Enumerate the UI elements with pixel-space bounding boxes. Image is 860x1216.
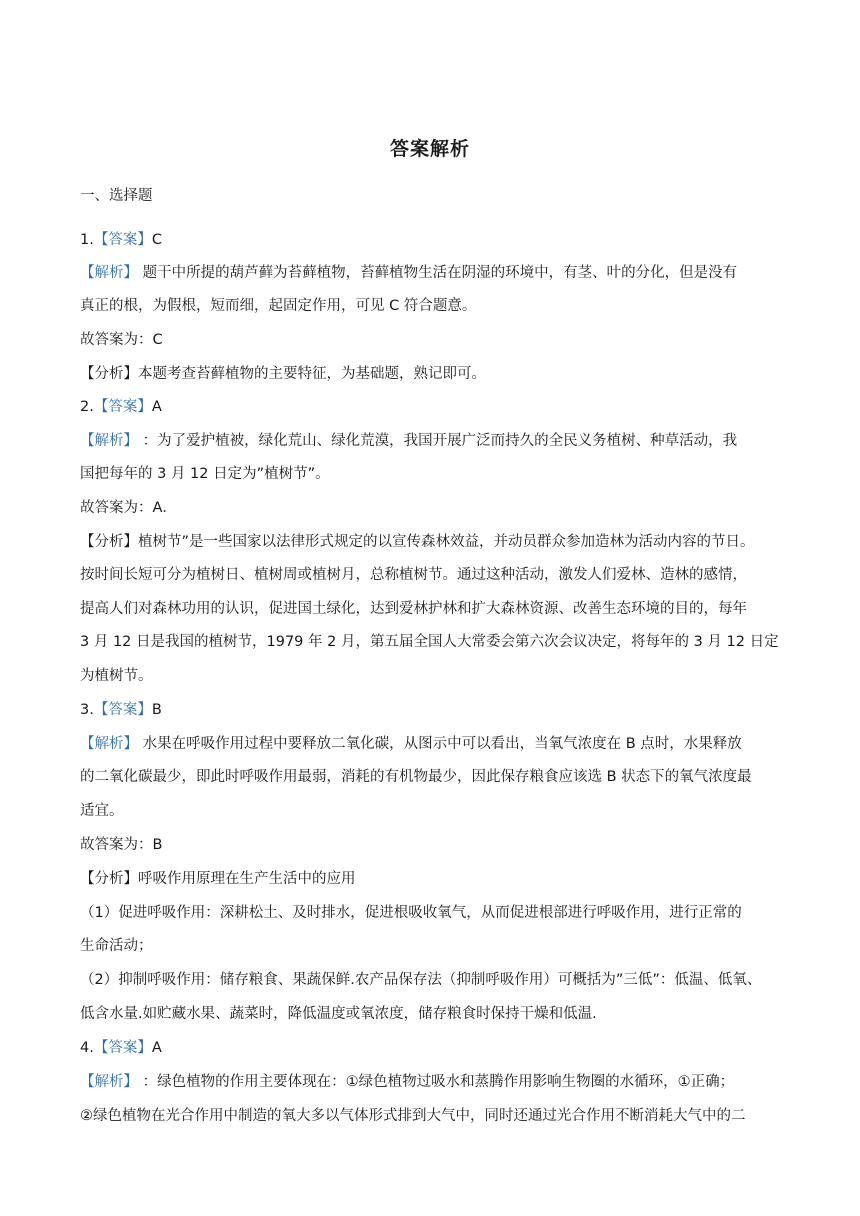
q2-remark-line-3: 提高人们对森林功用的认识，促进国土绿化，达到爱林护林和扩大森林资源、改善生态环境的目的，每年 xyxy=(80,601,747,617)
q1-remark-tag: 【分析】 xyxy=(80,366,138,382)
q3-remark-line xyxy=(80,869,780,889)
q3-final-answer: 故答案为：B xyxy=(80,837,163,853)
q1-remark-line xyxy=(80,364,780,384)
q2-remark-line-5: 为植树节。 xyxy=(80,668,153,684)
q1-analysis-line-1 xyxy=(80,263,780,283)
q2-final-answer: 故答案为：A． xyxy=(80,500,177,516)
q3-remark-text: 呼吸作用原理在生产生活中的应用 xyxy=(138,871,356,887)
q4-analysis-text-1: ：绿色植物的作用主要体现在：①绿色植物过吸水和蒸腾作用影响生物圈的水循环，①正确； xyxy=(142,1074,735,1090)
q1-answer-tag: 【答案】 xyxy=(93,232,152,248)
q1-answer-line xyxy=(80,230,780,250)
q1-number: 1. xyxy=(80,232,94,248)
q3-number: 3. xyxy=(80,702,94,718)
q1-answer-value: C xyxy=(151,232,162,248)
q3-answer-value: B xyxy=(151,702,162,718)
q3-extra-line-2: 生命活动； xyxy=(80,938,153,954)
q3-extra-line-3: （2）抑制呼吸作用：储存粮食、果蔬保鲜.农产品保存法（抑制呼吸作用）可概括为”三低”：低温、低氧、 xyxy=(80,972,762,988)
q3-analysis-line-2: 的二氧化碳最少，即此时呼吸作用最弱，消耗的有机物最少，因此保存粮食应该选 B 状态下的氧气浓度最 xyxy=(80,769,752,785)
q3-analysis-line-1 xyxy=(80,734,780,754)
q2-analysis-tag: 【解析】 xyxy=(80,433,138,449)
q3-extra-line-1: （1）促进呼吸作用：深耕松土、及时排水，促进根吸收氧气，从而促进根部进行呼吸作用，进行正常的 xyxy=(80,905,742,921)
q1-final-answer: 故答案为：C xyxy=(80,332,163,348)
q2-analysis-line-1 xyxy=(80,431,780,451)
q1-analysis-tag: 【解析】 xyxy=(80,265,138,281)
q1-analysis-text-1: 题干中所提的葫芦藓为苔藓植物，苔藓植物生活在阴湿的环境中，有茎、叶的分化，但是没有 xyxy=(142,265,738,281)
q3-answer-line xyxy=(80,700,780,720)
q2-remark-line-1 xyxy=(80,532,780,552)
q4-answer-value: A xyxy=(151,1040,162,1056)
q2-remark-line-4: 3 月 12 日是我国的植树节，1979 年 2 月，第五届全国人大常委会第六次会议决定，将每年的 3 月 12 日定 xyxy=(80,634,779,650)
q2-remark-line-2: 按时间长短可分为植树日、植树周或植树月，总称植树节。通过这种活动，激发人们爱林、造林的感情， xyxy=(80,567,747,583)
q2-remark-text-1: 植树节”是一些国家以法律形式规定的以宣传森林效益，并动员群众参加造林为活动内容的节日。 xyxy=(138,534,755,550)
page-title: 答案解析 xyxy=(389,138,470,160)
q4-number: 4. xyxy=(80,1040,94,1056)
q4-analysis-line-1 xyxy=(80,1072,780,1092)
q2-answer-line xyxy=(80,397,780,417)
q3-analysis-text-1: 水果在呼吸作用过程中要释放二氧化碳，从图示中可以看出，当氧气浓度在 B 点时，水果释放 xyxy=(142,736,742,752)
q2-number: 2. xyxy=(80,399,94,415)
q2-analysis-text-1: ：为了爱护植被，绿化荒山、绿化荒漠，我国开展广泛而持久的全民义务植树、种草活动，我 xyxy=(142,433,738,449)
q2-answer-value: A xyxy=(151,399,162,415)
q4-analysis-tag: 【解析】 xyxy=(80,1074,138,1090)
q2-remark-tag: 【分析】 xyxy=(80,534,138,550)
q3-extra-line-4: 低含水量.如贮藏水果、蔬菜时，降低温度或氧浓度，储存粮食时保持干燥和低温. xyxy=(80,1006,597,1022)
q1-analysis-line-2: 真正的根，为假根，短而细，起固定作用，可见 C 符合题意。 xyxy=(80,298,477,314)
q3-remark-tag: 【分析】 xyxy=(80,871,138,887)
q4-analysis-line-2: ②绿色植物在光合作用中制造的氧大多以气体形式排到大气中，同时还通过光合作用不断消耗大气中的二 xyxy=(80,1108,746,1124)
q1-remark-text: 本题考查苔藓植物的主要特征，为基础题，熟记即可。 xyxy=(138,366,486,382)
q3-analysis-line-3: 适宜。 xyxy=(80,803,124,819)
q2-analysis-line-2: 国把每年的 3 月 12 日定为”植树节”。 xyxy=(80,466,330,482)
q3-answer-tag: 【答案】 xyxy=(93,702,152,718)
q3-analysis-tag: 【解析】 xyxy=(80,736,138,752)
q2-answer-tag: 【答案】 xyxy=(93,399,152,415)
q4-answer-tag: 【答案】 xyxy=(93,1040,152,1056)
section-heading: 一、选择题 xyxy=(80,188,153,204)
q4-answer-line xyxy=(80,1038,780,1058)
